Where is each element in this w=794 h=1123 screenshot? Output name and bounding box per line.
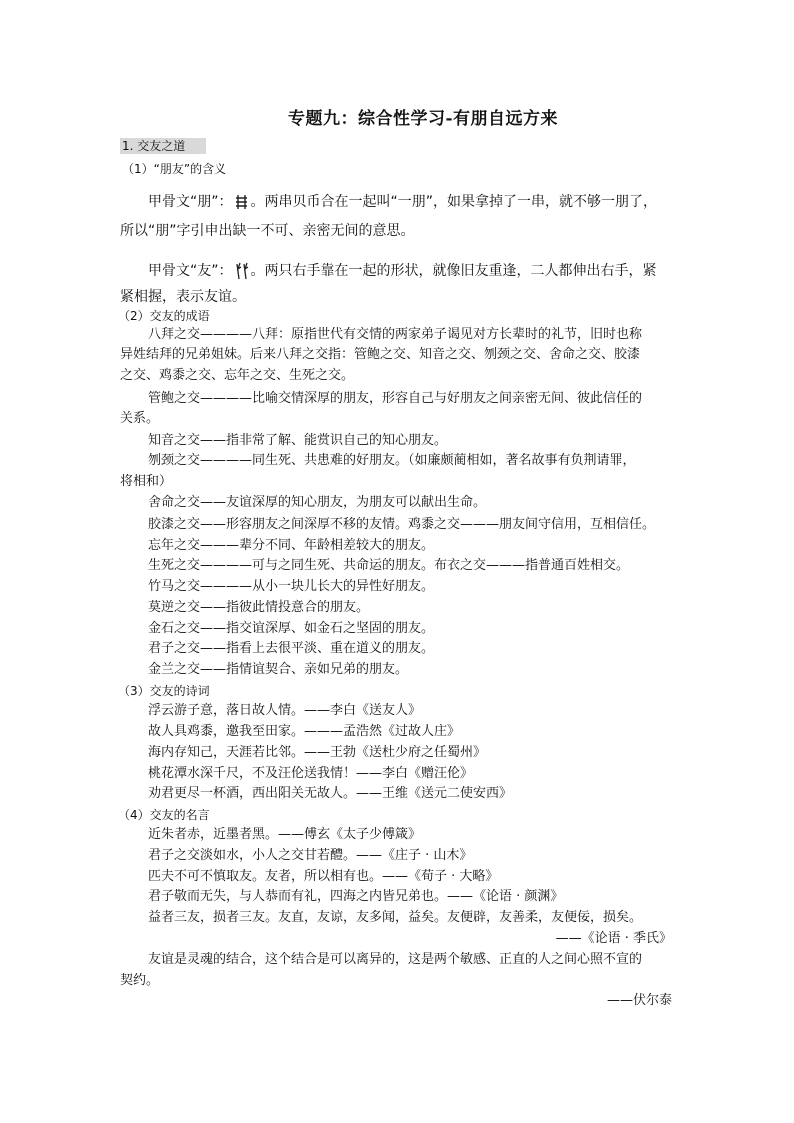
idiom-line: 生死之交————可与之同生死、共命运的朋友。布衣之交———指普通百姓相交。	[148, 558, 630, 573]
saying-line: 君子之交淡如水，小人之交甘若醴。——《庄子 · 山木》	[148, 848, 473, 863]
you-paragraph-line2: 紧相握，表示友谊。	[120, 289, 246, 305]
saying-line: 益者三友，损者三友。友直，友谅，友多闻，益矣。友便辟，友善柔，友便佞，损矣。	[148, 910, 643, 925]
peng-text-b: 。两串贝币合在一起叫“一朋”，如果拿掉了一串，就不够一朋了，	[250, 194, 658, 210]
saying-line: 君子敬而无失，与人恭而有礼，四海之内皆兄弟也。——《论语 · 颜渊》	[148, 889, 564, 904]
saying-line: 匹夫不可不慎取友。友者，所以相有也。——《荀子 · 大略》	[148, 869, 499, 884]
section-heading: 1. 交友之道	[120, 138, 206, 154]
peng-paragraph-line2: 所以“朋”字引申出缺一不可、亲密无间的意思。	[120, 223, 415, 239]
idiom-line: 忘年之交———辈分不同、年龄相差较大的朋友。	[148, 538, 435, 553]
idiom-line: 莫逆之交——指彼此情投意合的朋友。	[148, 600, 370, 615]
idiom-line: 知音之交——指非常了解、能赏识自己的知心朋友。	[148, 433, 448, 448]
peng-text-a: 甲骨文“朋”：	[148, 194, 233, 210]
you-text-b: 。两只右手靠在一起的形状，就像旧友重逢，二人都伸出右手，紧	[250, 263, 657, 279]
quote-line: 契约。	[120, 973, 160, 988]
oracle-you-glyph	[235, 261, 249, 281]
idiom-line: 将相和）	[120, 474, 173, 489]
idiom-line: 舍命之交——友谊深厚的知心朋友，为朋友可以献出生命。	[148, 495, 487, 510]
peng-paragraph-line1	[148, 193, 657, 211]
poem-line: 劝君更尽一杯酒，西出阳关无故人。——王维《送元二使安西》	[148, 786, 513, 801]
you-text-a: 甲骨文“友”：	[148, 263, 233, 279]
saying-line: 近朱者赤，近墨者黑。——傅玄《太子少傅箴》	[148, 827, 422, 842]
idiom-line: 之交、鸡黍之交、忘年之交、生死之交。	[120, 368, 355, 383]
quote-line: 友谊是灵魂的结合，这个结合是可以离异的，这是两个敏感、正直的人之间心照不宣的	[148, 952, 643, 967]
idiom-line: 刎颈之交————同生死、共患难的好朋友。（如廉颇蔺相如，著名故事有负荆请罪，	[148, 453, 636, 468]
subheading-sayings: （4）交友的名言	[118, 808, 210, 822]
oracle-peng-glyph	[235, 194, 249, 210]
idiom-line: 金兰之交——指情谊契合、亲如兄弟的朋友。	[148, 662, 409, 677]
poem-line: 浮云游子意，落日故人情。——李白《送友人》	[148, 703, 422, 718]
poem-line: 海内存知己，天涯若比邻。——王勃《送杜少府之任蜀州》	[148, 745, 487, 760]
idiom-line: 关系。	[120, 411, 160, 426]
quote-source: ——伏尔泰	[606, 993, 672, 1008]
idiom-line: 异姓结拜的兄弟姐妹。后来八拜之交指：管鲍之交、知音之交、刎颈之交、舍命之交、胶漆	[120, 347, 641, 362]
idiom-line: 竹马之交————从小一块儿长大的异性好朋友。	[148, 579, 435, 594]
subheading-meaning: （1）“朋友”的含义	[122, 162, 227, 176]
idiom-line: 君子之交——指看上去很平淡、重在道义的朋友。	[148, 641, 435, 656]
saying-source: ——《论语 · 季氏》	[555, 931, 672, 946]
idiom-line: 胶漆之交——形容朋友之间深厚不移的友情。鸡黍之交———朋友间守信用，互相信任。	[148, 517, 656, 532]
poem-line: 故人具鸡黍，邀我至田家。———孟浩然《过故人庄》	[148, 724, 461, 739]
idiom-line: 管鲍之交————比喻交情深厚的朋友，形容自己与好朋友之间亲密无间、彼此信任的	[148, 391, 643, 406]
page-title: 专题九：综合性学习-有朋自远方来	[288, 109, 559, 129]
idiom-line: 八拜之交————八拜：原指世代有交情的两家弟子谒见对方长辈时的礼节，旧时也称	[148, 327, 643, 342]
subheading-poems: （3）交友的诗词	[118, 684, 210, 698]
idiom-line: 金石之交——指交谊深厚、如金石之坚固的朋友。	[148, 621, 435, 636]
subheading-idioms: （2）交友的成语	[118, 309, 210, 323]
poem-line: 桃花潭水深千尺，不及汪伦送我情！——李白《赠汪伦》	[148, 766, 474, 781]
you-paragraph-line1	[148, 261, 657, 281]
